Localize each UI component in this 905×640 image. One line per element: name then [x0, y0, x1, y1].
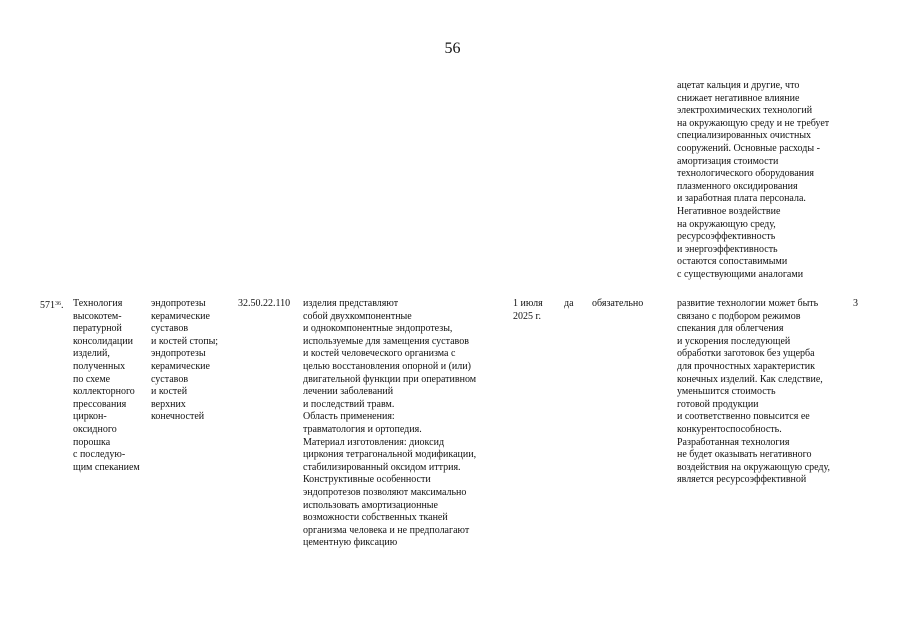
continued-environmental-text: ацетат кальция и другие, что снижает негативное влияние электрохимических технологий на окружающую среду и не требует специализированных очистных сооружений. Основные расходы - амортизация стоимости технологического оборудования плазменного оксидирования и заработная плата персонала. Негативное воздействие на окружающую среду, ресурсоэффективность и энергоэффективность остаются сопоставимыми с существующими аналогами	[677, 80, 830, 280]
page-number: 56	[444, 40, 461, 57]
row-number-main: 571	[40, 300, 55, 311]
status-value: обязательно	[592, 298, 644, 309]
effective-date: 1 июля 2025 г.	[513, 298, 543, 322]
flag-value: да	[564, 298, 574, 309]
product-list: эндопротезы керамические суставов и костей стопы; эндопротезы керамические суставов и костей верхних конечностей	[151, 298, 219, 423]
row-number-suffix: .	[61, 300, 64, 311]
row-number	[40, 298, 64, 313]
row-number-superscript: 36	[55, 301, 61, 307]
count-value: 3	[853, 298, 858, 309]
technology-name: Технология высокотем- пературной консолидации изделий, полученных по схеме коллекторного прессования циркон- оксидного порошка с последую- щим спеканием	[73, 298, 140, 473]
okpd-code: 32.50.22.110	[238, 298, 291, 309]
product-description: изделия представляют собой двухкомпонентные и однокомпонентные эндопротезы, используемые для замещения суставов и костей человеческого организма с целью восстановления опорной и (или) двигательной функции при оперативном лечении заболеваний и последствий травм. Область применения: травматология и ортопедия. Материал изготовления: диоксид циркония тетрагональной модификации, стабилизированный оксидом иттрия. Конструктивные особенности эндопротезов позволяют максимально использовать амортизационные возможности собственных тканей организма человека и не предполагают цементную фиксацию	[303, 298, 477, 549]
environmental-note: развитие технологии может быть связано с подбором режимов спекания для облегчения и ускорения последующей обработки заготовок без ущерба для прочностных характеристик конечных изделий. Как следствие, уменьшится стоимость готовой продукции и соответственно повысится ее конкурентоспособность. Разработанная технология не будет оказывать негативного воздействия на окружающую среду, является ресурсоэффективной	[677, 298, 830, 486]
